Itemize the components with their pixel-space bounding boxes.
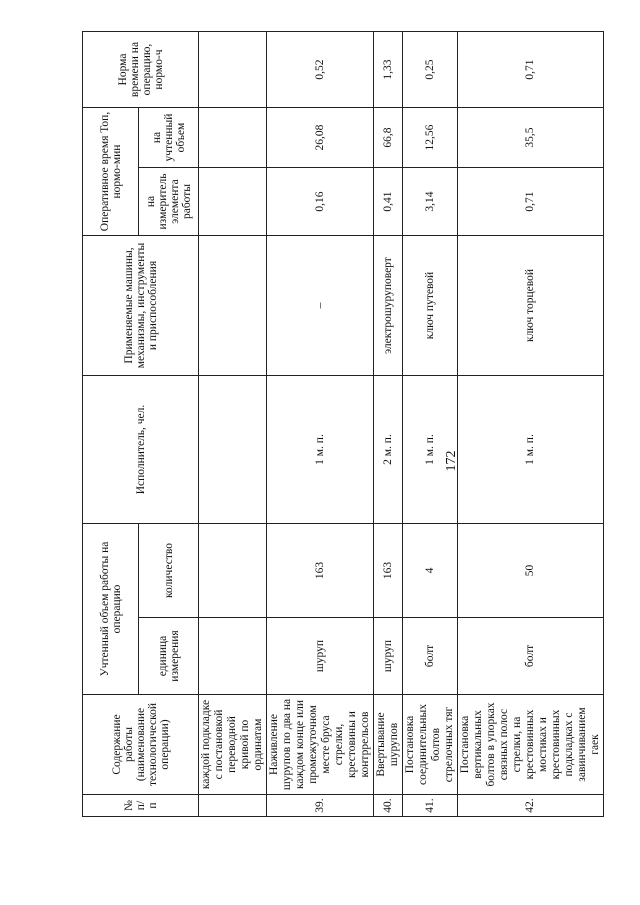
row-content: Наживление шурупов по два на каждом конце или промежуточном месте бруса стрелки, крестовины и контррельсов xyxy=(267,695,374,795)
row-per-volume: 26,08 xyxy=(267,108,374,168)
table-header-row xyxy=(83,32,139,817)
header-performer: Исполнитель, чел. xyxy=(83,376,199,524)
row-norm xyxy=(199,32,267,108)
row-unit: шуруп xyxy=(374,618,403,695)
table-row xyxy=(374,32,403,817)
row-per-volume: 35,5 xyxy=(458,108,604,168)
row-content: Постановка соединительных болтов стрелочных тяг xyxy=(403,695,458,795)
row-tools: ключ путевой xyxy=(403,236,458,376)
row-per-element: 0,71 xyxy=(458,168,604,236)
table-row xyxy=(199,32,267,817)
row-norm: 0,52 xyxy=(267,32,374,108)
header-num: № п/п xyxy=(83,795,199,817)
row-per-element: 3,14 xyxy=(403,168,458,236)
row-norm: 0,71 xyxy=(458,32,604,108)
header-volume-group: Учтенный объем работы на операцию xyxy=(83,524,139,695)
row-quantity xyxy=(199,524,267,618)
row-tools: электрошуруповерт xyxy=(374,236,403,376)
row-num: 39. xyxy=(267,795,374,817)
row-performer xyxy=(199,376,267,524)
row-num xyxy=(199,795,267,817)
table-row xyxy=(267,32,374,817)
row-content: Ввертывание шурупов xyxy=(374,695,403,795)
row-norm: 1,33 xyxy=(374,32,403,108)
header-tools: Применяемые машины, механизмы, инструменты и приспособления xyxy=(83,236,199,376)
table-row xyxy=(403,32,458,817)
table-row xyxy=(458,32,604,817)
row-tools xyxy=(199,236,267,376)
row-content: каждой подкладке с постановкой переводной кривой по ординатам xyxy=(199,695,267,795)
row-unit: шуруп xyxy=(267,618,374,695)
row-tools: – xyxy=(267,236,374,376)
row-performer: 1 м. п. xyxy=(403,376,458,524)
row-per-element: 0,16 xyxy=(267,168,374,236)
row-quantity: 50 xyxy=(458,524,604,618)
row-performer: 1 м. п. xyxy=(458,376,604,524)
header-unit: единица измерения xyxy=(139,618,199,695)
row-per-volume xyxy=(199,108,267,168)
row-num: 42. xyxy=(458,795,604,817)
header-optime-group: Оперативное время Топ, нормо-мин xyxy=(83,108,139,236)
row-per-volume: 66,8 xyxy=(374,108,403,168)
header-norm: Норма времени на операцию, нормо-ч xyxy=(83,32,199,108)
page-number: 172 xyxy=(444,450,459,472)
row-unit: болт xyxy=(458,618,604,695)
header-quantity: количество xyxy=(139,524,199,618)
row-quantity: 163 xyxy=(267,524,374,618)
header-content: Содержание работы (наименование технологической операции) xyxy=(83,695,199,795)
row-num: 41. xyxy=(403,795,458,817)
row-per-element: 0,41 xyxy=(374,168,403,236)
header-per-element: на измеритель элемента работы xyxy=(139,168,199,236)
row-quantity: 4 xyxy=(403,524,458,618)
row-tools: ключ торцевой xyxy=(458,236,604,376)
row-norm: 0,25 xyxy=(403,32,458,108)
row-unit xyxy=(199,618,267,695)
row-per-volume: 12,56 xyxy=(403,108,458,168)
row-content: Постановка вертикальных болтов в упорках связных полос стрелки, на крестовинных мостиках и крестовинных подкладках с завинчиванием гаек xyxy=(458,695,604,795)
row-quantity: 163 xyxy=(374,524,403,618)
row-performer: 2 м. п. xyxy=(374,376,403,524)
row-unit: болт xyxy=(403,618,458,695)
row-num: 40. xyxy=(374,795,403,817)
work-norms-table xyxy=(82,31,604,817)
row-performer: 1 м. п. xyxy=(267,376,374,524)
row-per-element xyxy=(199,168,267,236)
header-per-volume: на учтенный объем xyxy=(139,108,199,168)
